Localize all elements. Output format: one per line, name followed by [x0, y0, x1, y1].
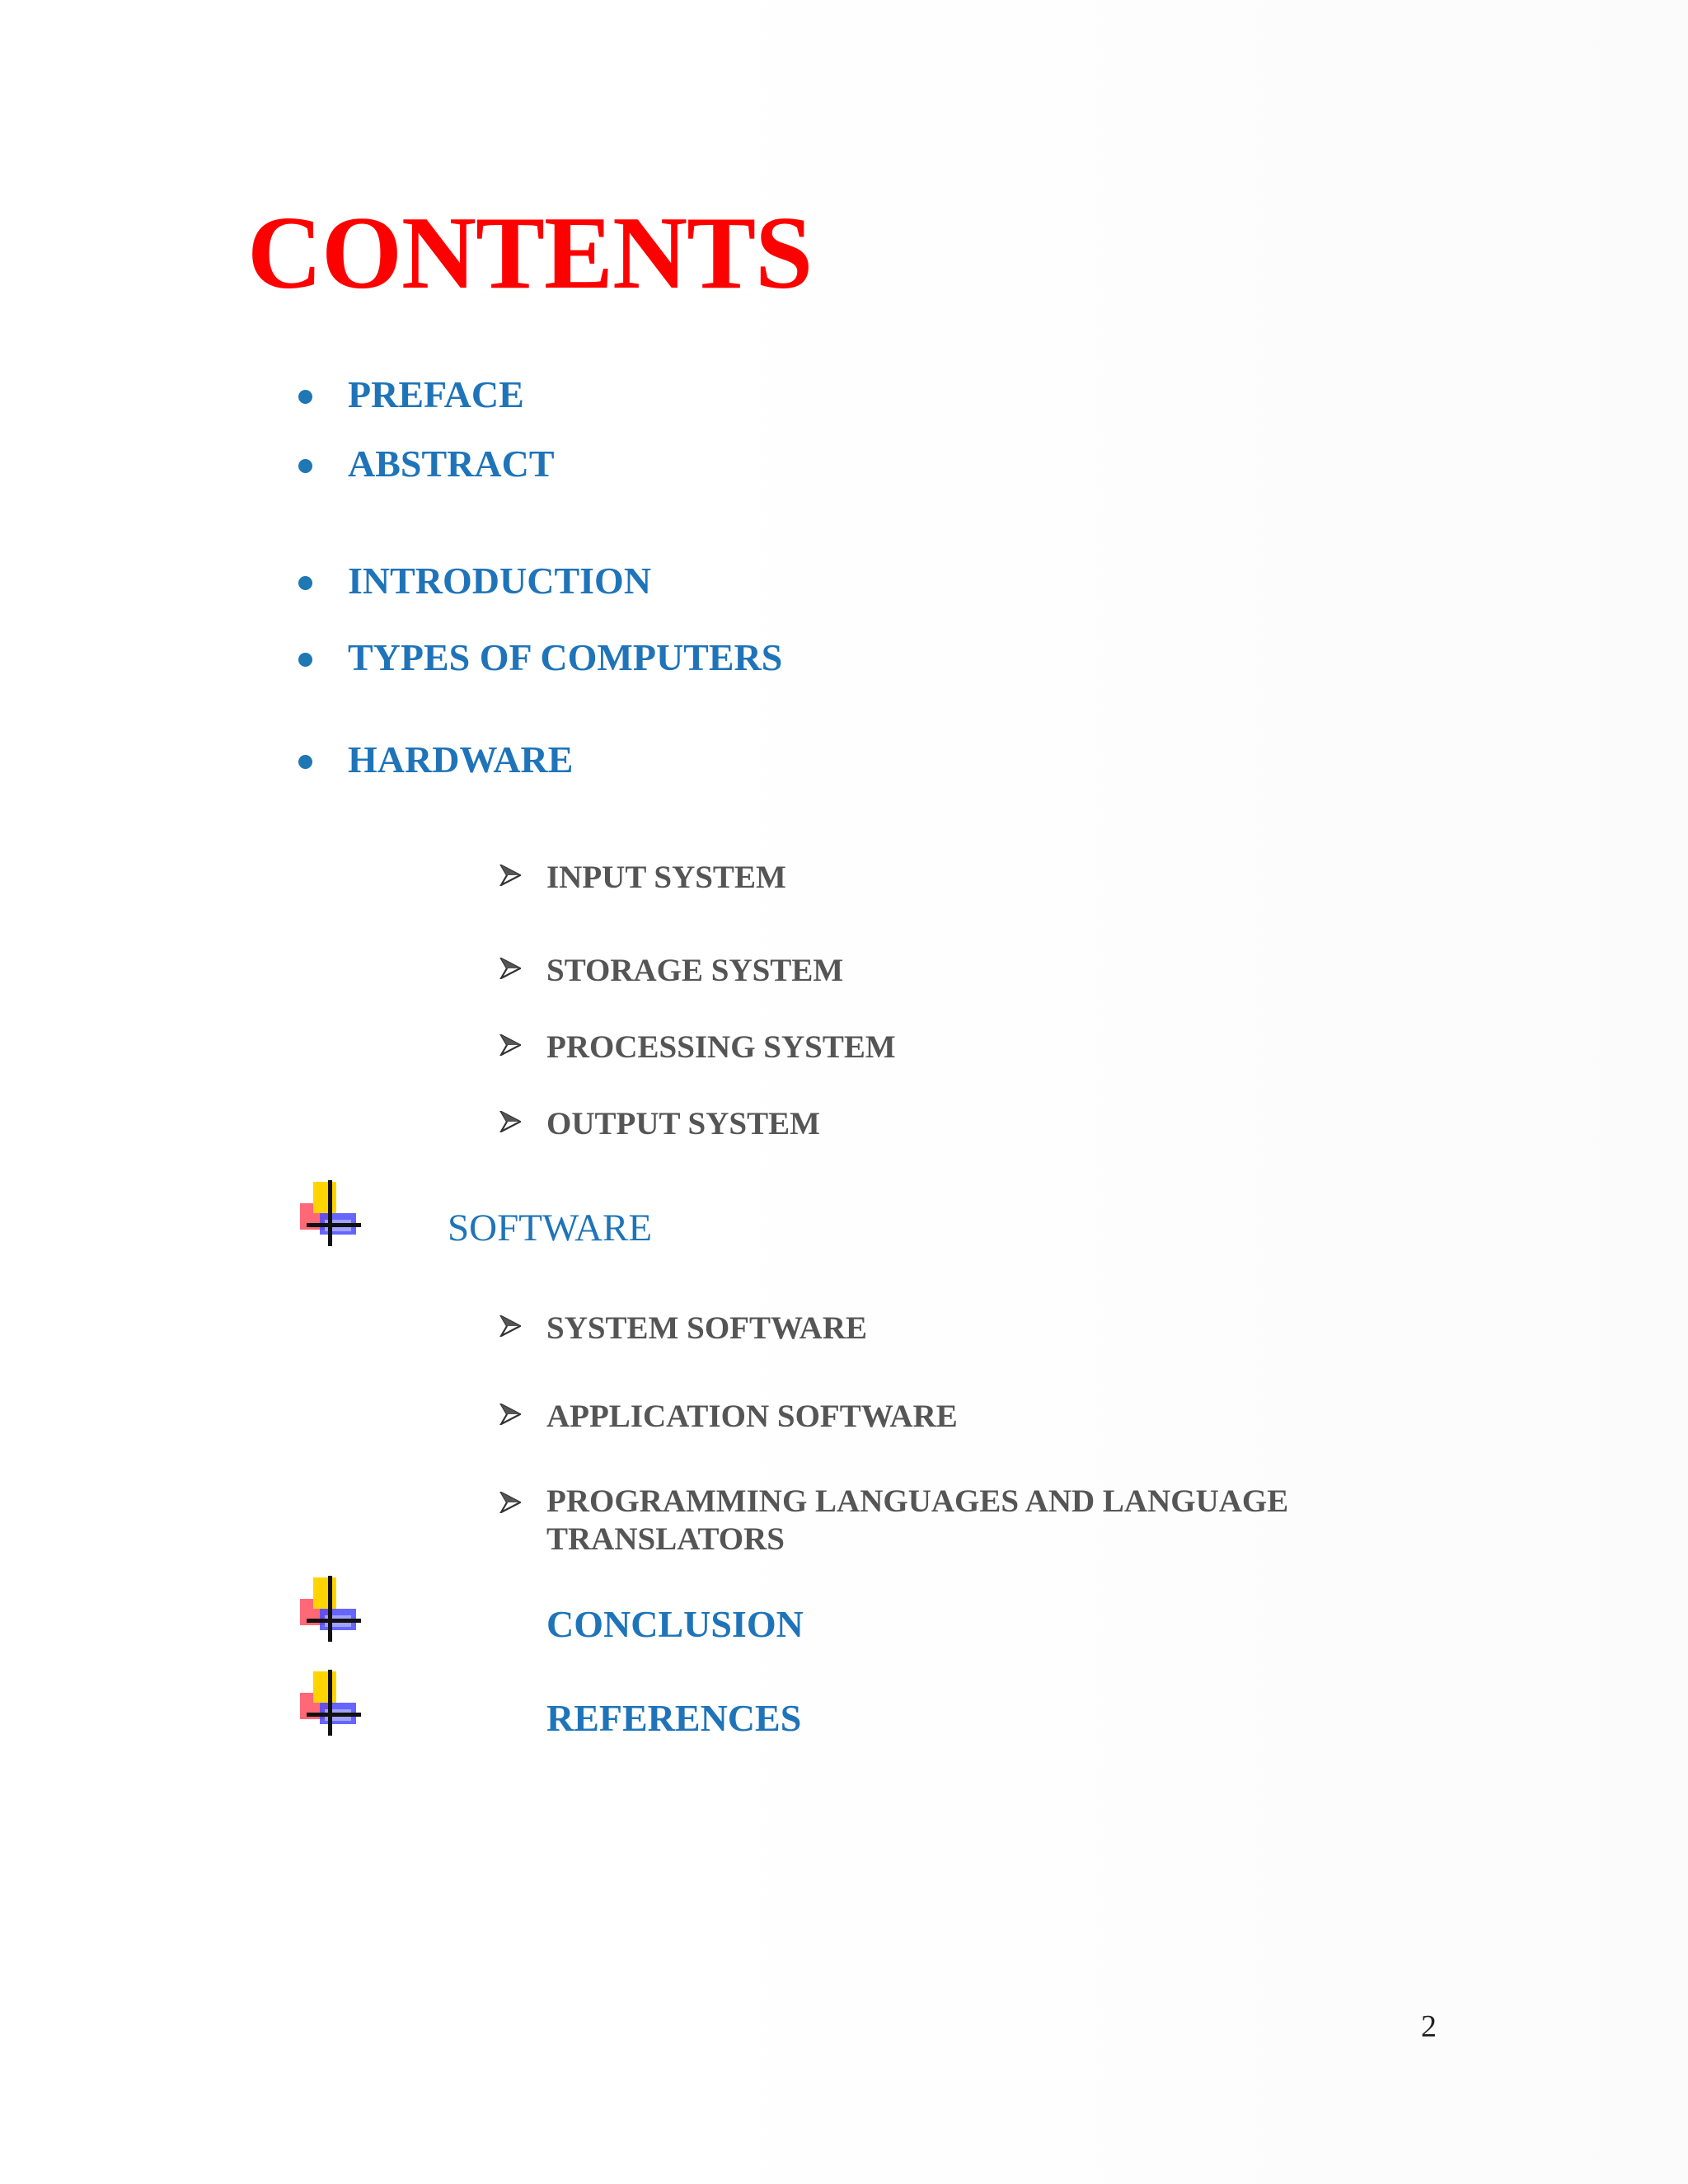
bullet-dot-icon — [298, 576, 312, 590]
arrowhead-icon — [499, 865, 521, 886]
toc-item-software: SOFTWARE — [448, 1207, 653, 1249]
toc-subitem-system-software: SYSTEM SOFTWARE — [546, 1310, 868, 1346]
bullet-dot-icon — [298, 653, 312, 667]
toc-subitem-programming-languages: PROGRAMMING LANGUAGES AND LANGUAGE TRANSLATORS — [546, 1483, 1289, 1557]
bullet-dot-icon — [298, 755, 312, 769]
toc-subitem-storage-system: STORAGE SYSTEM — [546, 953, 844, 988]
arrowhead-icon — [499, 1404, 521, 1425]
page-number: 2 — [1421, 2009, 1437, 2044]
toc-item-preface: PREFACE — [348, 373, 524, 415]
toc-item-types-of-computers: TYPES OF COMPUTERS — [348, 636, 783, 678]
toc-subitem-output-system: OUTPUT SYSTEM — [546, 1106, 820, 1141]
toc-subitem-input-system: INPUT SYSTEM — [546, 860, 786, 895]
toc-item-conclusion: CONCLUSION — [546, 1603, 804, 1645]
arrowhead-icon — [499, 1111, 521, 1132]
bullet-dot-icon — [298, 390, 312, 404]
toc-subitem-processing-system: PROCESSING SYSTEM — [546, 1029, 896, 1065]
window-cross-icon — [295, 1180, 363, 1246]
arrowhead-icon — [499, 1315, 521, 1337]
bullet-dot-icon — [298, 459, 312, 473]
window-cross-icon — [295, 1576, 363, 1642]
page-title: CONTENTS — [247, 196, 813, 311]
toc-subitem-application-software: APPLICATION SOFTWARE — [546, 1399, 958, 1434]
toc-item-hardware: HARDWARE — [348, 738, 574, 780]
toc-item-abstract: ABSTRACT — [348, 443, 555, 485]
arrowhead-icon — [499, 1034, 521, 1056]
arrowhead-icon — [499, 1492, 521, 1513]
toc-item-introduction: INTRODUCTION — [348, 560, 652, 602]
arrowhead-icon — [499, 958, 521, 979]
toc-item-references: REFERENCES — [546, 1697, 802, 1739]
window-cross-icon — [295, 1670, 363, 1736]
